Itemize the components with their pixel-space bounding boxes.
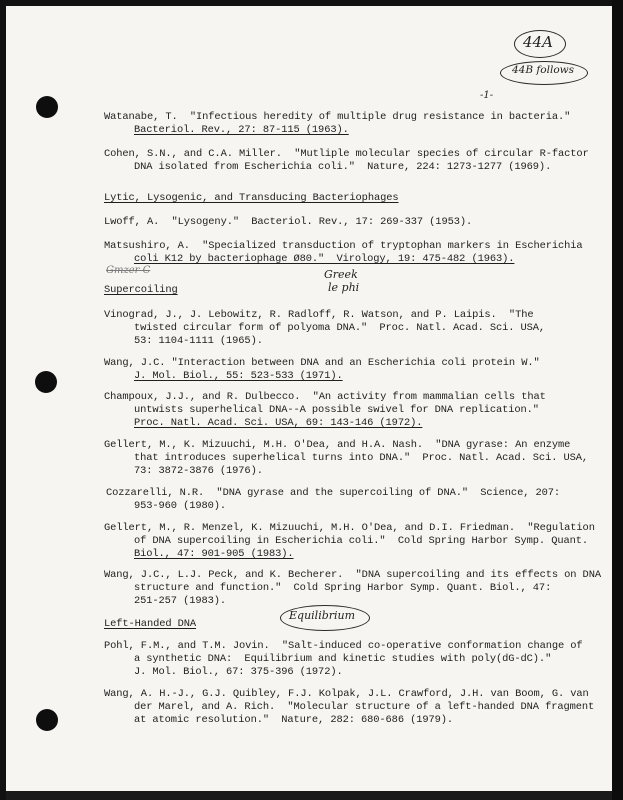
- page-tag: 44A: [523, 33, 553, 51]
- ref-champoux-line-1: Champoux, J.J., and R. Dulbecco. "An activity from mammalian cells that: [104, 391, 546, 403]
- ref-champoux-line-3: Proc. Natl. Acad. Sci. USA, 69: 143-146 (1972).: [134, 417, 423, 429]
- section-heading-supercoiling: Supercoiling: [104, 284, 178, 296]
- punch-hole-middle: [35, 371, 57, 393]
- punch-hole-bottom: [36, 709, 58, 731]
- page-shadow-bottom: [6, 791, 612, 800]
- ref-vinograd-line-3: 53: 1104-1111 (1965).: [134, 335, 263, 347]
- ref-gellert2-line-1: Gellert, M., R. Menzel, K. Mizuuchi, M.H. O'Dea, and D.I. Friedman. "Regulation: [104, 522, 595, 534]
- ref-gellert1-line-2: that introduces superhelical turns into DNA." Proc. Natl. Acad. Sci. USA,: [134, 452, 589, 464]
- equilibrium-note: Equilibrium: [289, 609, 356, 622]
- ref-wang1-line-1: Wang, J.C. "Interaction between DNA and an Escherichia coli protein W.": [104, 357, 540, 369]
- ref-wang2-line-1: Wang, J.C., L.J. Peck, and K. Becherer. "DNA supercoiling and its effects on DNA: [104, 569, 601, 581]
- ref-gellert1-line-3: 73: 3872-3876 (1976).: [134, 465, 263, 477]
- ref-cohen-line-1: Cohen, S.N., and C.A. Miller. "Mutliple molecular species of circular R-factor: [104, 148, 589, 160]
- ref-pohl-line-2: a synthetic DNA: Equilibrium and kinetic studies with poly(dG-dC).": [134, 653, 552, 665]
- ref-matsushiro-line-2: coli K12 by bacteriophage Ø80." Virology, 19: 475-482 (1963).: [134, 253, 515, 265]
- ref-pohl-line-3: J. Mol. Biol., 67: 375-396 (1972).: [134, 666, 343, 678]
- ref-wang3-line-2: der Marel, and A. Rich. "Molecular structure of a left-handed DNA fragment: [134, 701, 595, 713]
- ref-gellert2-line-2: of DNA supercoiling in Escherichia coli." Cold Spring Harbor Symp. Quant.: [134, 535, 589, 547]
- ref-wang2-line-3: 251-257 (1983).: [134, 595, 227, 607]
- punch-hole-top: [36, 96, 58, 118]
- ref-watanabe-line-1: Watanabe, T. "Infectious heredity of multiple drug resistance in bacteria.": [104, 111, 571, 123]
- ref-gellert1-line-1: Gellert, M., K. Mizuuchi, M.H. O'Dea, and H.A. Nash. "DNA gyrase: An enzyme: [104, 439, 571, 451]
- page-shadow-right: [612, 0, 623, 800]
- ref-vinograd-line-1: Vinograd, J., J. Lebowitz, R. Radloff, R. Watson, and P. Laipis. "The: [104, 309, 534, 321]
- section-heading-left-handed: Left-Handed DNA: [104, 618, 197, 630]
- ref-cozzarelli-line-1: Cozzarelli, N.R. "DNA gyrase and the supercoiling of DNA." Science, 207:: [106, 487, 561, 499]
- greek-note-line-2: le phi: [328, 281, 360, 294]
- ref-wang3-line-1: Wang, A. H.-J., G.J. Quibley, F.J. Kolpak, J.L. Crawford, J.H. van Boom, G. van: [104, 688, 589, 700]
- section-heading-lytic: Lytic, Lysogenic, and Transducing Bacteriophages: [104, 192, 399, 204]
- ref-lwoff-line-1: Lwoff, A. "Lysogeny." Bacteriol. Rev., 17: 269-337 (1953).: [104, 216, 473, 228]
- ref-vinograd-line-2: twisted circular form of polyoma DNA." Proc. Natl. Acad. Sci. USA,: [134, 322, 546, 334]
- crossed-out-note: Gmzer C: [106, 265, 151, 276]
- follows-note: 44B follows: [512, 64, 575, 76]
- ref-matsushiro-line-1: Matsushiro, A. "Specialized transduction of tryptophan markers in Escherichia: [104, 240, 583, 252]
- ref-champoux-line-2: untwists superhelical DNA--A possible swivel for DNA replication.": [134, 404, 539, 416]
- ref-pohl-line-1: Pohl, F.M., and T.M. Jovin. "Salt-induced co-operative conformation change of: [104, 640, 583, 652]
- ref-cohen-line-2: DNA isolated from Escherichia coli." Nature, 224: 1273-1277 (1969).: [134, 161, 552, 173]
- greek-note-line-1: Greek: [324, 268, 358, 281]
- ref-wang1-line-2: J. Mol. Biol., 55: 523-533 (1971).: [134, 370, 343, 382]
- page-mark: -1-: [480, 90, 494, 101]
- ref-wang2-line-2: structure and function." Cold Spring Harbor Symp. Quant. Biol., 47:: [134, 582, 552, 594]
- ref-cozzarelli-line-2: 953-960 (1980).: [134, 500, 227, 512]
- ref-watanabe-line-2: Bacteriol. Rev., 27: 87-115 (1963).: [134, 124, 349, 136]
- ref-gellert2-line-3: Biol., 47: 901-905 (1983).: [134, 548, 294, 560]
- document-page: [6, 6, 612, 791]
- ref-wang3-line-3: at atomic resolution." Nature, 282: 680-686 (1979).: [134, 714, 454, 726]
